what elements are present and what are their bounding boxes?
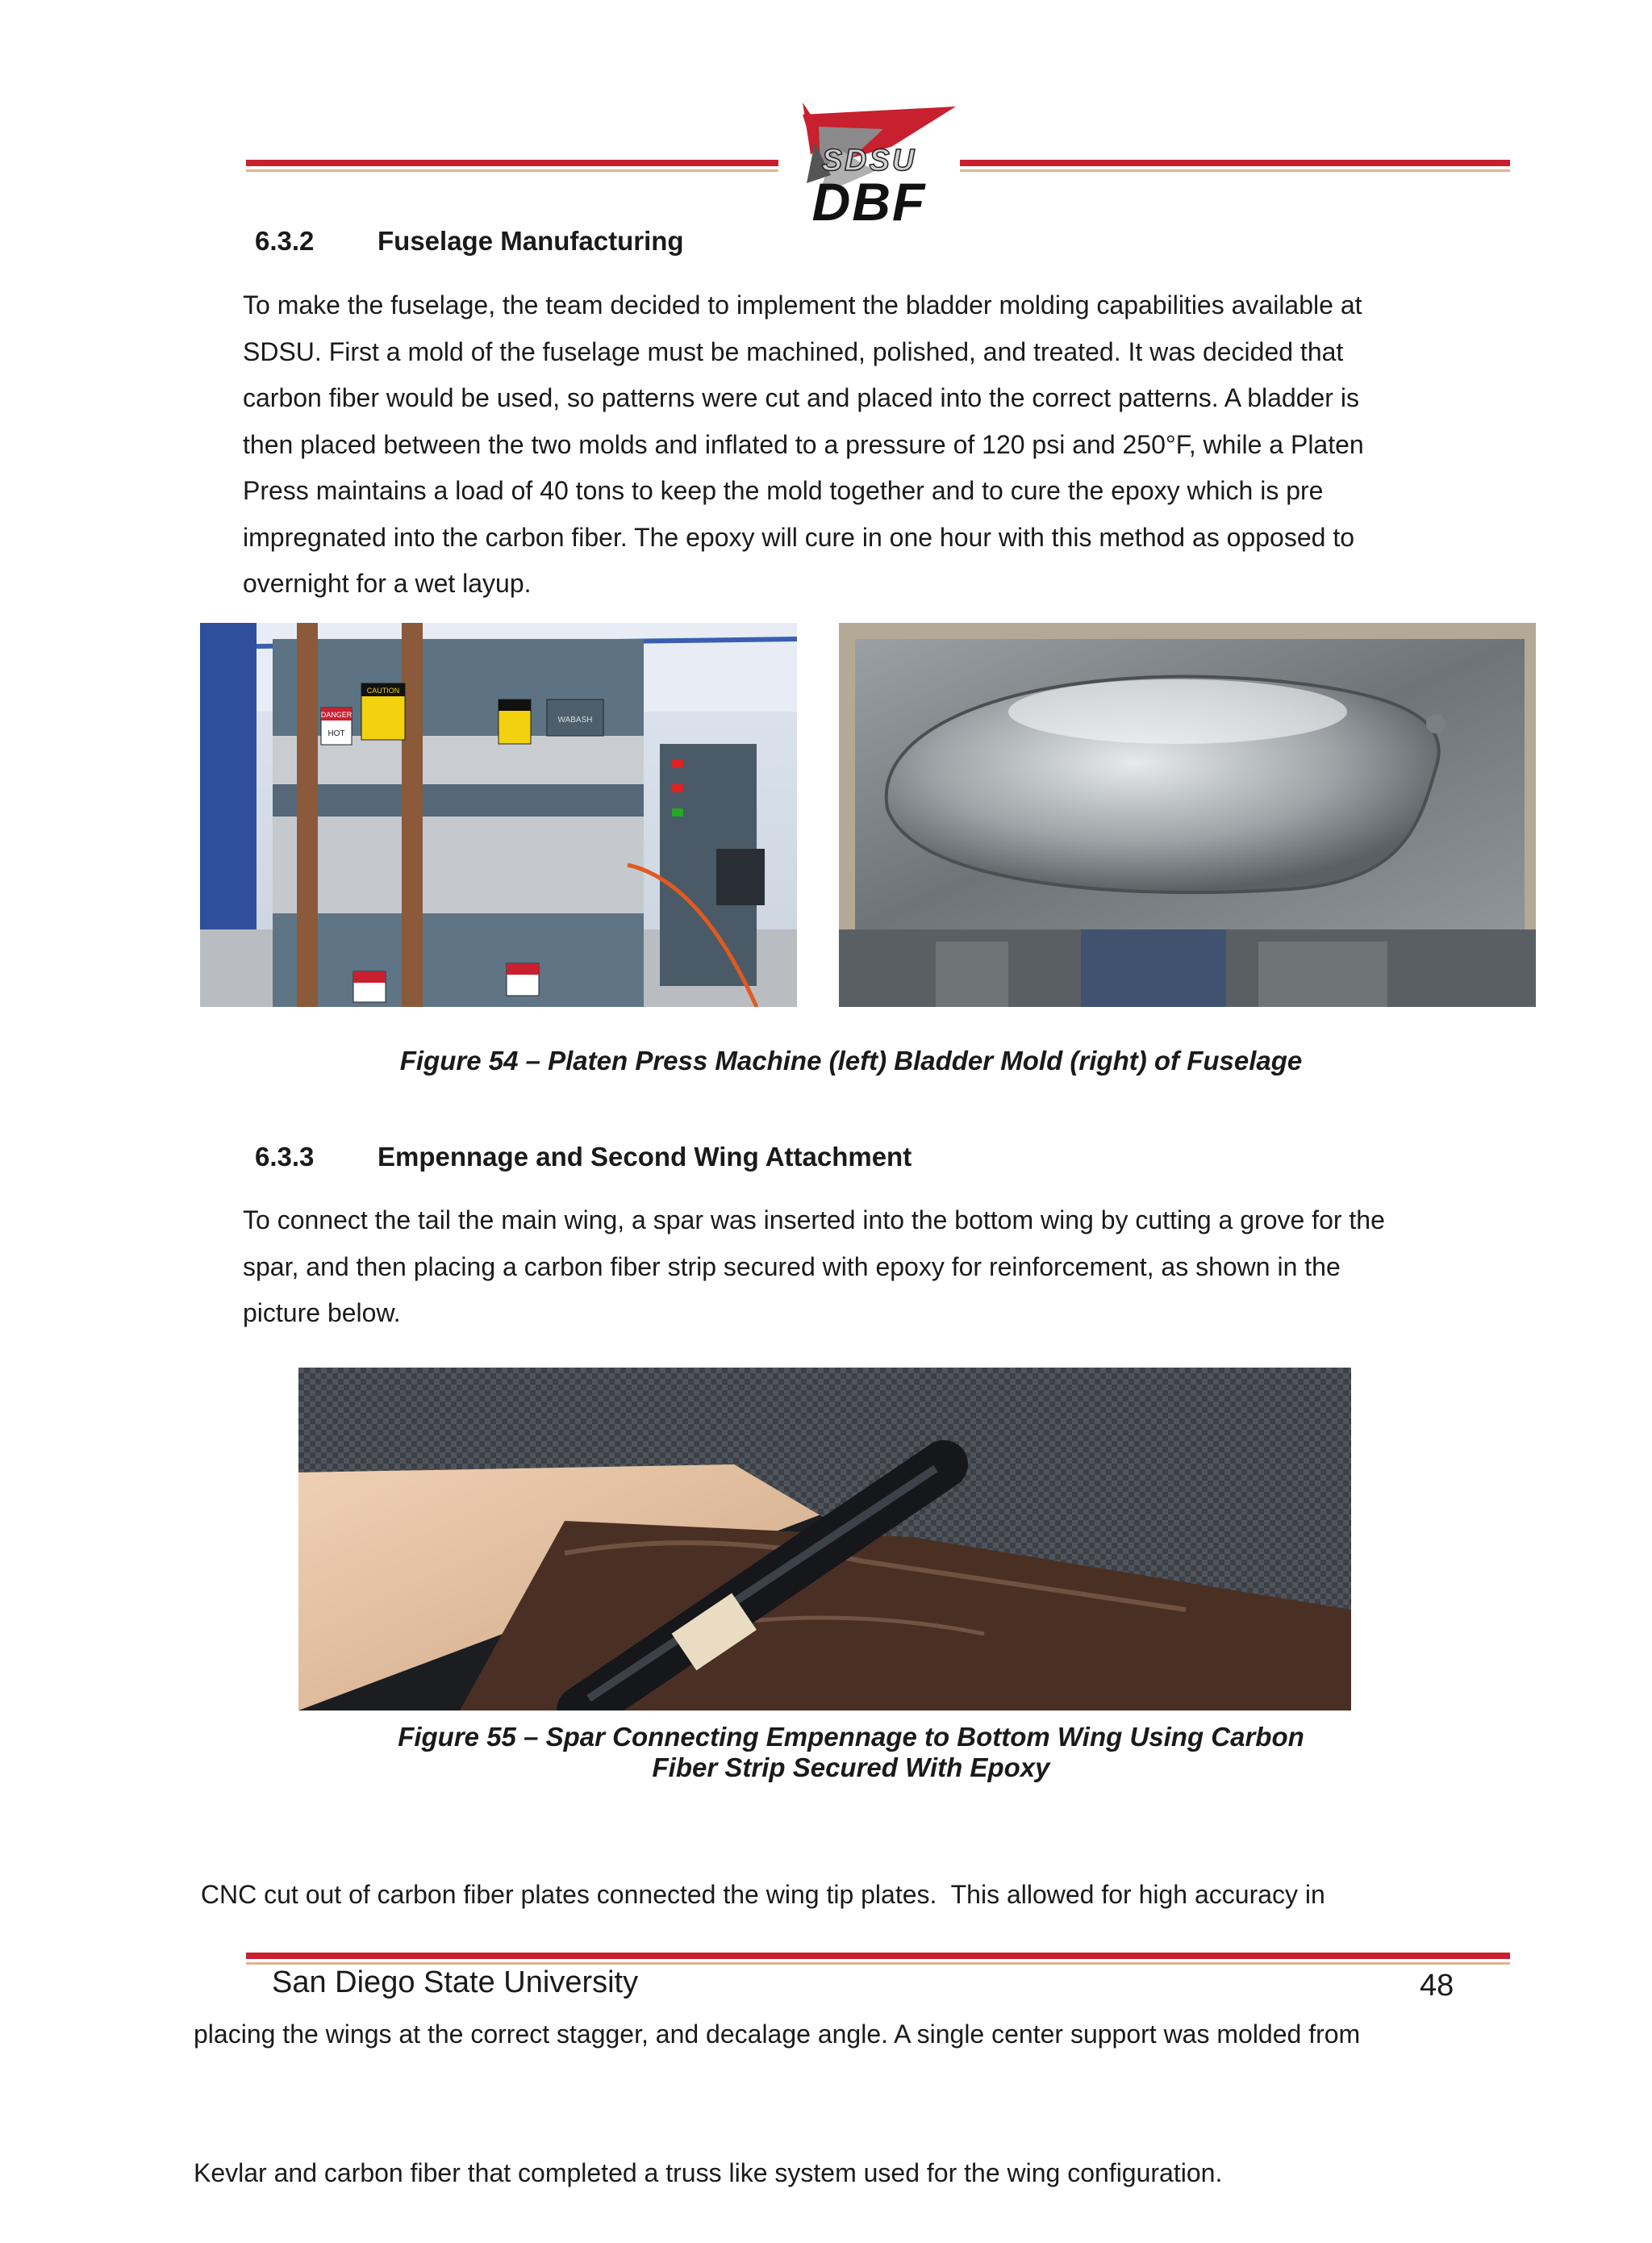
spar-connection-photo [298, 1368, 1351, 1710]
brand-plate-icon [547, 700, 603, 736]
header-rule-right [960, 160, 1510, 166]
figure-55-caption-line: Fiber Strip Secured With Epoxy [652, 1752, 1050, 1782]
bladder-mold-photo [839, 623, 1536, 1007]
caution-sign-icon [361, 683, 405, 740]
danger-sign-icon [353, 971, 386, 1002]
footer-rule [246, 1953, 1510, 1959]
paragraph-line: CNC cut out of carbon fiber plates connected the wing tip plates. This allowed for high accuracy in [194, 1880, 1325, 1909]
paragraph-line: picture below. [243, 1298, 401, 1327]
danger-sign-icon [321, 708, 353, 745]
footer-rule-accent [246, 1962, 1510, 1965]
svg-text:HOT: HOT [327, 729, 345, 738]
footer-institution: San Diego State University [272, 1965, 639, 1999]
caution-sign-icon [499, 700, 531, 744]
figure-54-caption: Figure 54 – Platen Press Machine (left) Bladder Mold (right) of Fuselage [399, 1046, 1303, 1076]
paragraph-line: carbon fiber would be used, so patterns were cut and placed into the correct patterns. A bladder is [243, 383, 1359, 412]
paragraph-line: To connect the tail the main wing, a spar was inserted into the bottom wing by cutting a grove for the [243, 1205, 1385, 1234]
paragraph-line: SDSU. First a mold of the fuselage must be machined, polished, and treated. It was decided that [243, 336, 1344, 366]
fuselage-paragraph [243, 282, 1364, 608]
section-number: 6.3.2 [255, 226, 315, 256]
figure-55-caption [0, 1722, 1652, 1783]
paragraph-line: To make the fuselage, the team decided to implement the bladder molding capabilities available at [243, 290, 1362, 320]
page-number: 48 [1420, 1969, 1454, 2003]
danger-sign-icon [507, 963, 539, 996]
paragraph-line: spar, and then placing a carbon fiber strip secured with epoxy for reinforcement, as shown in the [243, 1251, 1341, 1281]
header-rule-right-accent [960, 169, 1510, 172]
empennage-paragraph [243, 1197, 1385, 1337]
svg-text:WABASH: WABASH [557, 716, 593, 725]
paragraph-line: overnight for a wet layup. [243, 569, 532, 598]
paragraph-line: placing the wings at the correct stagger, and decalage angle. A single center support was molded from [194, 2019, 1361, 2049]
figure-55-caption-line: Figure 55 – Spar Connecting Empennage to Bottom Wing Using Carbon [398, 1722, 1304, 1752]
svg-text:DANGER: DANGER [320, 711, 353, 719]
section-title: Empennage and Second Wing Attachment [378, 1142, 912, 1172]
logo-text-sdsu: SDSU [821, 144, 917, 178]
svg-text:CAUTION: CAUTION [366, 687, 400, 695]
platen-press-photo [200, 623, 797, 1007]
header-rule-left-accent [246, 169, 778, 172]
sdsu-dbf-logo [770, 90, 968, 232]
section-heading-6-3-2 [255, 226, 684, 257]
paragraph-line: Press maintains a load of 40 tons to keep the mold together and to cure the epoxy which is pre [243, 476, 1324, 505]
section-title: Fuselage Manufacturing [378, 226, 684, 256]
section-heading-6-3-3 [255, 1142, 912, 1172]
paragraph-line: then placed between the two molds and inflated to a pressure of 120 psi and 250°F, while a Platen [243, 429, 1364, 459]
closing-paragraph [194, 1779, 1360, 2243]
section-number: 6.3.3 [255, 1142, 315, 1172]
logo-text-dbf: DBF [811, 172, 927, 232]
header-rule-left [246, 160, 778, 166]
paragraph-line: impregnated into the carbon fiber. The epoxy will cure in one hour with this method as opposed to [243, 522, 1355, 552]
paragraph-line: Kevlar and carbon fiber that completed a truss like system used for the wing configuration. [194, 2158, 1223, 2187]
